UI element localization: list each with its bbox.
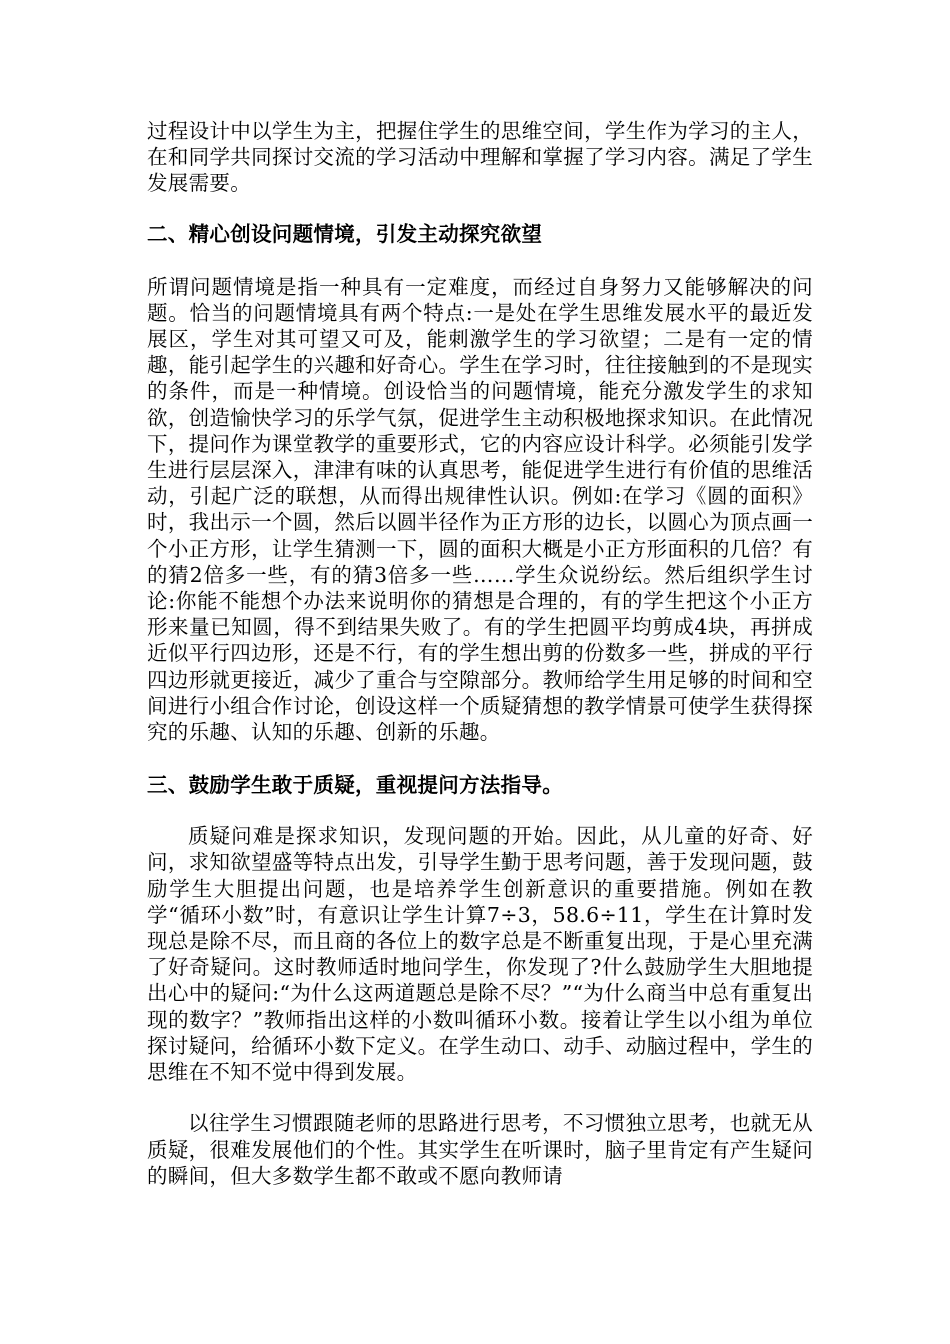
section-2-heading: 二、精心创设问题情境，引发主动探究欲望 <box>147 221 543 246</box>
document-body <box>147 118 813 1189</box>
section-2-paragraph: 所谓问题情境是指一种具有一定难度，而经过自身努力又能够解决的问题。恰当的问题情境具有两个特点:一是处在学生思维发展水平的最近发展区，学生对其可望又可及，能刺激学生的学习欲望；二是有一定的情趣，能引起学生的兴趣和好奇心。学生在学习时，往往接触到的不是现实的条件，而是一种情境。创设恰当的问题情境，能充分激发学生的求知欲，创造愉快学习的乐学气氛，促进学生主动积极地探求知识。在此情况下，提问作为课堂教学的重要形式，它的内容应设计科学。必须能引发学生进行层层深入，津津有味的认真思考，能促进学生进行有价值的思维活动，引起广泛的联想，从而得出规律性认识。例如:在学习《圆的面积》时，我出示一个圆，然后以圆半径作为正方形的边长，以圆心为顶点画一个小正方形，让学生猜测一下，圆的面积大概是小正方形面积的几倍？有的猜2倍多一些，有的猜3倍多一些……学生众说纷纭。然后组织学生讨论:你能不能想个办法来说明你的猜想是合理的，有的学生把这个小正方形来量已知圆，得不到结果失败了。有的学生把圆平均剪成4块，再拼成近似平行四边形，还是不行，有的学生想出剪的份数多一些，拼成的平行四边形就更接近，减少了重合与空隙部分。教师给学生用足够的时间和空间进行小组合作讨论，创设这样一个质疑猜想的教学情景可使学生获得探究的乐趣、认知的乐趣、创新的乐趣。 <box>147 274 813 745</box>
section-3-heading: 三、鼓励学生敢于质疑，重视提问方法指导。 <box>147 773 563 798</box>
section-3-paragraph-2: 以往学生习惯跟随老师的思路进行思考，不习惯独立思考，也就无从质疑，很难发展他们的个性。其实学生在听课时，脑子里肯定有产生疑问的瞬间，但大多数学生都不敢或不愿向教师请 <box>147 1111 813 1188</box>
intro-paragraph: 过程设计中以学生为主，把握住学生的思维空间，学生作为学习的主人，在和同学共同探讨交流的学习活动中理解和掌握了学习内容。满足了学生发展需要。 <box>147 119 813 196</box>
section-3-paragraph-1: 质疑问难是探求知识，发现问题的开始。因此，从儿童的好奇、好问，求知欲望盛等特点出发，引导学生勤于思考问题，善于发现问题，鼓励学生大胆提出问题，也是培养学生创新意识的重要措施。例如在教学“循环小数”时，有意识让学生计算7÷3，58.6÷11，学生在计算时发现总是除不尽，而且商的各位上的数字总是不断重复出现，于是心里充满了好奇疑问。这时教师适时地问学生，你发现了?什么鼓励学生大胆地提出心中的疑问:“为什么这两道题总是除不尽？”“为什么商当中总有重复出现的数字？”教师指出这样的小数叫循环小数。接着让学生以小组为单位探讨疑问，给循环小数下定义。在学生动口、动手、动脑过程中，学生的思维在不知不觉中得到发展。 <box>147 824 813 1085</box>
